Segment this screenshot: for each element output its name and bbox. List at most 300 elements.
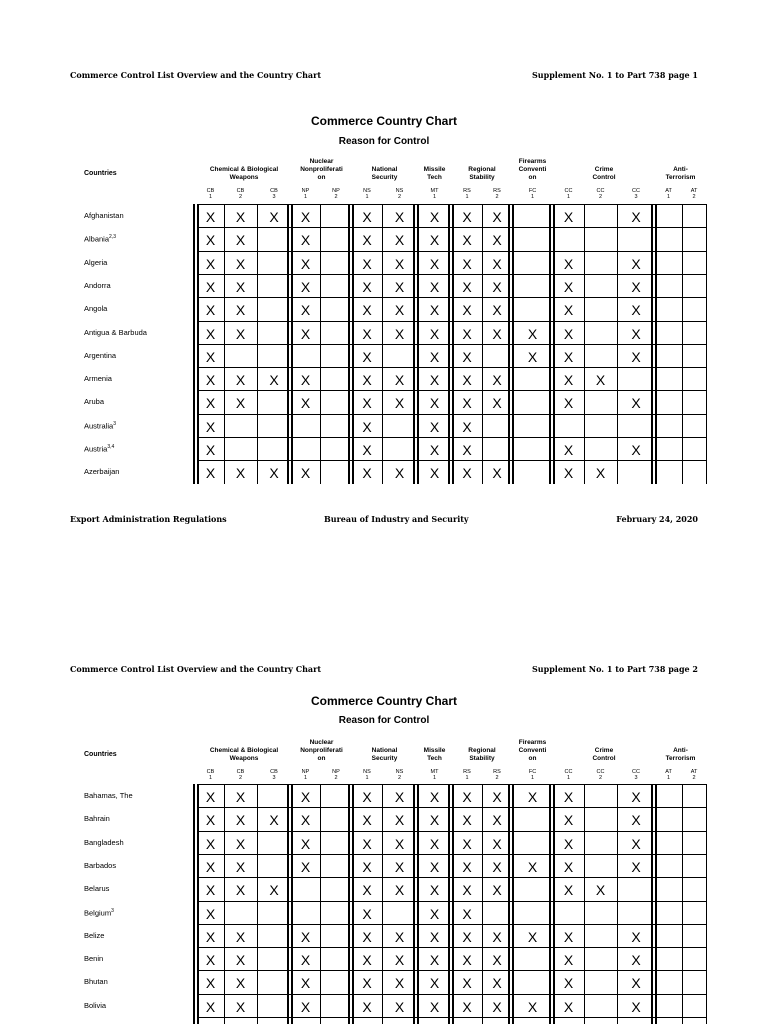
control-mark: X bbox=[394, 812, 405, 829]
grid-vertical-line bbox=[413, 784, 415, 1024]
control-mark: X bbox=[205, 952, 216, 969]
control-mark: X bbox=[563, 835, 574, 852]
column-code-number: 1 bbox=[432, 194, 437, 200]
control-mark: X bbox=[205, 928, 216, 945]
control-mark: X bbox=[563, 372, 574, 389]
country-name-text: Bangladesh bbox=[84, 837, 124, 847]
control-mark: X bbox=[462, 882, 472, 899]
control-mark: X bbox=[205, 395, 216, 412]
control-mark: X bbox=[235, 209, 246, 225]
column-code-number: 1 bbox=[566, 194, 571, 200]
grid-row-line bbox=[197, 947, 706, 948]
column-code-number: 2 bbox=[495, 194, 499, 200]
control-mark: X bbox=[300, 835, 311, 852]
control-mark: X bbox=[462, 858, 472, 875]
column-code bbox=[423, 769, 447, 781]
column-code bbox=[624, 188, 648, 200]
column-code bbox=[657, 769, 681, 781]
column-code bbox=[521, 188, 545, 200]
control-mark: X bbox=[462, 278, 472, 295]
control-mark: X bbox=[362, 418, 372, 435]
country-name bbox=[84, 351, 116, 360]
control-mark: X bbox=[429, 905, 440, 922]
country-footnote: 3,4 bbox=[107, 444, 115, 450]
grid-vertical-line bbox=[382, 784, 383, 1024]
control-mark: X bbox=[462, 442, 472, 458]
country-name bbox=[84, 281, 111, 290]
column-group-header-line: Firearms bbox=[518, 158, 547, 165]
column-code-abbr: NP bbox=[301, 769, 310, 775]
country-name bbox=[84, 1001, 106, 1010]
control-mark: X bbox=[205, 255, 216, 272]
control-mark: X bbox=[205, 835, 216, 852]
chart-subtitle: Reason for Control bbox=[338, 136, 430, 147]
column-group-header-line: Missile bbox=[423, 747, 446, 754]
grid-vertical-line bbox=[287, 784, 289, 1024]
control-mark: X bbox=[362, 372, 372, 389]
control-mark: X bbox=[269, 882, 279, 899]
control-mark: X bbox=[595, 882, 606, 899]
control-mark: X bbox=[205, 975, 216, 992]
grid-vertical-line bbox=[651, 784, 653, 1024]
grid-row-line bbox=[197, 831, 706, 832]
control-mark: X bbox=[394, 928, 405, 945]
control-mark: X bbox=[492, 928, 502, 945]
control-mark: X bbox=[462, 789, 472, 805]
countries-label: Countries bbox=[84, 170, 117, 177]
control-mark: X bbox=[394, 232, 405, 249]
grid-row-line bbox=[197, 994, 706, 995]
grid-row-line bbox=[197, 437, 706, 438]
control-mark: X bbox=[563, 789, 574, 805]
control-mark: X bbox=[235, 835, 246, 852]
control-mark: X bbox=[631, 858, 641, 875]
control-mark: X bbox=[462, 905, 472, 922]
country-name-text: Angola bbox=[84, 304, 108, 314]
control-mark: X bbox=[527, 858, 538, 875]
column-group-header-line: on bbox=[317, 174, 326, 181]
chart-title: Commerce Country Chart bbox=[310, 694, 458, 708]
control-mark: X bbox=[300, 928, 311, 945]
control-mark: X bbox=[362, 465, 372, 482]
column-group-header-line: Control bbox=[592, 755, 616, 762]
control-mark: X bbox=[462, 418, 472, 435]
column-code bbox=[455, 769, 479, 781]
column-code-abbr: FC bbox=[528, 188, 537, 194]
column-code-number: 1 bbox=[530, 775, 535, 781]
column-group-header-line: Stability bbox=[469, 174, 495, 181]
control-mark: X bbox=[235, 372, 246, 389]
column-group-header-line: Terrorism bbox=[665, 174, 696, 181]
column-code-abbr: AT bbox=[665, 188, 672, 194]
column-group-header-line: on bbox=[528, 755, 537, 762]
column-code bbox=[229, 769, 253, 781]
control-mark: X bbox=[205, 789, 216, 805]
control-mark: X bbox=[429, 348, 440, 365]
column-code bbox=[485, 769, 509, 781]
control-mark: X bbox=[205, 209, 216, 225]
control-mark: X bbox=[362, 209, 372, 225]
column-group-header-line: Tech bbox=[427, 755, 442, 762]
grid-vertical-line bbox=[348, 784, 350, 1024]
control-mark: X bbox=[300, 975, 311, 992]
control-mark: X bbox=[362, 835, 372, 852]
column-code bbox=[294, 188, 318, 200]
control-mark: X bbox=[527, 928, 538, 945]
country-name-text: Benin bbox=[84, 954, 104, 964]
column-code-abbr: CC bbox=[596, 188, 605, 194]
column-code-abbr: RS bbox=[463, 188, 471, 194]
grid-vertical-line bbox=[512, 784, 514, 1024]
control-mark: X bbox=[300, 325, 311, 342]
control-mark: X bbox=[394, 395, 405, 412]
grid-vertical-line bbox=[706, 204, 707, 484]
grid-top-line bbox=[197, 204, 706, 205]
control-mark: X bbox=[462, 928, 472, 945]
control-mark: X bbox=[429, 789, 440, 805]
column-code-number: 1 bbox=[465, 194, 469, 200]
control-mark: X bbox=[595, 465, 606, 482]
column-code-number: 1 bbox=[365, 194, 369, 200]
running-header-right: Supplement No. 1 to Part 738 page 1 bbox=[532, 70, 698, 80]
country-name bbox=[84, 814, 110, 823]
column-group-header-line: Nuclear bbox=[309, 158, 334, 165]
country-name-text: Bahamas, The bbox=[84, 791, 133, 800]
control-mark: X bbox=[362, 905, 372, 922]
control-mark: X bbox=[429, 395, 440, 412]
control-mark: X bbox=[300, 302, 311, 319]
column-code-abbr: CC bbox=[632, 188, 640, 194]
column-code bbox=[589, 769, 613, 781]
control-mark: X bbox=[235, 928, 246, 945]
control-mark: X bbox=[205, 325, 216, 342]
control-mark: X bbox=[492, 325, 502, 342]
grid-vertical-line bbox=[617, 784, 618, 1024]
control-mark: X bbox=[362, 395, 372, 412]
column-code-abbr: AT bbox=[690, 188, 698, 194]
control-mark: X bbox=[631, 975, 641, 992]
column-code-number: 1 bbox=[303, 775, 308, 781]
country-name bbox=[84, 328, 147, 337]
country-name bbox=[84, 931, 104, 940]
control-mark: X bbox=[362, 858, 372, 875]
control-mark: X bbox=[462, 395, 472, 412]
control-mark: X bbox=[631, 998, 641, 1015]
column-code-abbr: CB bbox=[206, 769, 215, 775]
control-mark: X bbox=[631, 789, 641, 805]
control-mark: X bbox=[235, 255, 246, 272]
control-mark: X bbox=[492, 858, 502, 875]
column-code-abbr: CB bbox=[236, 769, 245, 775]
control-mark: X bbox=[362, 442, 372, 458]
grid-vertical-line bbox=[452, 784, 454, 1024]
control-mark: X bbox=[235, 232, 246, 249]
column-code-abbr: RS bbox=[493, 769, 501, 775]
column-group-header-line: Weapons bbox=[229, 755, 259, 762]
grid-row-line bbox=[197, 414, 706, 415]
control-mark: X bbox=[394, 465, 405, 482]
control-mark: X bbox=[595, 372, 606, 389]
column-code-abbr: CC bbox=[564, 769, 573, 775]
column-code bbox=[199, 188, 223, 200]
column-code-number: 2 bbox=[238, 775, 243, 781]
control-mark: X bbox=[563, 928, 574, 945]
column-group-header-line: Security bbox=[371, 755, 398, 762]
column-code-number: 2 bbox=[397, 194, 402, 200]
control-mark: X bbox=[429, 302, 440, 319]
country-name-text: Bhutan bbox=[84, 977, 108, 987]
grid-row-line bbox=[197, 274, 706, 275]
control-mark: X bbox=[235, 812, 246, 829]
control-mark: X bbox=[563, 209, 574, 225]
control-mark: X bbox=[429, 209, 440, 225]
control-mark: X bbox=[205, 465, 216, 482]
column-code-number: 1 bbox=[666, 775, 671, 781]
control-mark: X bbox=[205, 302, 216, 319]
control-mark: X bbox=[300, 812, 311, 829]
country-name-text: Barbados bbox=[84, 860, 117, 870]
column-code-number: 3 bbox=[272, 194, 276, 200]
grid-vertical-line bbox=[553, 784, 555, 1024]
control-mark: X bbox=[205, 418, 216, 435]
control-mark: X bbox=[394, 858, 405, 875]
column-code bbox=[324, 769, 348, 781]
country-name-text: Argentina bbox=[84, 350, 117, 360]
grid-vertical-line bbox=[320, 784, 321, 1024]
chart-subtitle: Reason for Control bbox=[338, 715, 430, 726]
column-code-number: 1 bbox=[432, 775, 437, 781]
country-name-text: Austria bbox=[84, 444, 108, 454]
chart-title: Commerce Country Chart bbox=[310, 114, 458, 128]
grid-row-line bbox=[197, 344, 706, 345]
column-code-abbr: NS bbox=[395, 188, 404, 194]
control-mark: X bbox=[205, 882, 216, 899]
control-mark: X bbox=[205, 232, 216, 249]
country-name-text: Azerbaijan bbox=[84, 467, 120, 477]
control-mark: X bbox=[429, 232, 440, 249]
country-name bbox=[84, 304, 107, 313]
column-group-header-line: on bbox=[528, 174, 537, 181]
grid-row-line bbox=[197, 807, 706, 808]
control-mark: X bbox=[527, 789, 538, 805]
control-mark: X bbox=[429, 465, 440, 482]
grid-vertical-line bbox=[682, 784, 683, 1024]
column-group-header-line: Firearms bbox=[518, 739, 547, 746]
grid-row-line bbox=[197, 227, 706, 228]
column-code-abbr: RS bbox=[493, 188, 501, 194]
control-mark: X bbox=[235, 952, 246, 969]
column-code-abbr: CC bbox=[564, 188, 573, 194]
control-mark: X bbox=[563, 882, 574, 899]
column-code bbox=[521, 769, 545, 781]
grid-vertical-line bbox=[291, 784, 293, 1024]
running-header-left: Commerce Control List Overview and the Country Chart bbox=[70, 70, 322, 80]
control-mark: X bbox=[394, 882, 405, 899]
control-mark: X bbox=[462, 812, 472, 829]
column-code-number: 2 bbox=[692, 775, 696, 781]
column-code-abbr: AT bbox=[665, 769, 672, 775]
control-mark: X bbox=[429, 418, 440, 435]
country-name bbox=[84, 211, 124, 220]
control-mark: X bbox=[563, 812, 574, 829]
column-code-number: 2 bbox=[334, 775, 338, 781]
country-name-text: Bolivia bbox=[84, 1000, 107, 1010]
control-mark: X bbox=[462, 255, 472, 272]
column-code bbox=[355, 769, 379, 781]
column-code-number: 3 bbox=[272, 775, 276, 781]
control-mark: X bbox=[269, 465, 279, 482]
country-name-text: Albania bbox=[84, 234, 110, 244]
control-mark: X bbox=[492, 465, 502, 482]
control-mark: X bbox=[362, 302, 372, 319]
grid-vertical-line bbox=[257, 784, 258, 1024]
column-group-header-line: National bbox=[371, 166, 398, 173]
column-code-number: 1 bbox=[208, 194, 213, 200]
control-mark: X bbox=[300, 858, 311, 875]
column-group-header-line: Chemical & Biological bbox=[209, 166, 279, 173]
page-2 bbox=[0, 580, 768, 1024]
column-group-header-line: Terrorism bbox=[665, 755, 696, 762]
control-mark: X bbox=[362, 789, 372, 805]
column-group-header-line: Conventi bbox=[518, 166, 547, 173]
column-group-header-line: National bbox=[371, 747, 398, 754]
control-mark: X bbox=[235, 465, 246, 482]
grid-row-line bbox=[197, 924, 706, 925]
control-mark: X bbox=[429, 858, 440, 875]
country-name-text: Armenia bbox=[84, 374, 112, 384]
control-mark: X bbox=[235, 998, 246, 1015]
control-mark: X bbox=[563, 278, 574, 295]
country-name bbox=[84, 444, 114, 454]
control-mark: X bbox=[394, 255, 405, 272]
column-group-header-line: Regional bbox=[468, 166, 496, 173]
column-code-abbr: CC bbox=[596, 769, 605, 775]
column-code bbox=[557, 188, 581, 200]
grid-vertical-line bbox=[508, 784, 510, 1024]
control-mark: X bbox=[492, 278, 502, 295]
column-code-abbr: CB bbox=[270, 769, 278, 775]
grid-row-line bbox=[197, 251, 706, 252]
control-mark: X bbox=[362, 882, 372, 899]
column-group-header-line: Anti- bbox=[673, 747, 688, 754]
grid-row-line bbox=[197, 321, 706, 322]
grid-vertical-line bbox=[584, 784, 585, 1024]
country-name bbox=[84, 861, 116, 870]
grid-vertical-line bbox=[706, 784, 707, 1024]
grid-row-line bbox=[197, 390, 706, 391]
column-group-header-line: Chemical & Biological bbox=[209, 747, 279, 754]
control-mark: X bbox=[492, 789, 502, 805]
control-mark: X bbox=[462, 835, 472, 852]
control-mark: X bbox=[631, 442, 641, 458]
control-mark: X bbox=[462, 209, 472, 225]
control-mark: X bbox=[492, 209, 502, 225]
control-mark: X bbox=[563, 858, 574, 875]
control-mark: X bbox=[563, 348, 574, 365]
column-code bbox=[455, 188, 479, 200]
control-mark: X bbox=[394, 975, 405, 992]
column-code-number: 1 bbox=[530, 194, 535, 200]
control-mark: X bbox=[394, 325, 405, 342]
control-mark: X bbox=[492, 998, 502, 1015]
control-mark: X bbox=[300, 372, 311, 389]
column-group-header-line: Nuclear bbox=[309, 739, 334, 746]
column-code-number: 3 bbox=[634, 775, 638, 781]
control-mark: X bbox=[235, 975, 246, 992]
grid-vertical-line bbox=[193, 204, 195, 484]
column-group-header-line: Security bbox=[371, 174, 398, 181]
control-mark: X bbox=[429, 882, 440, 899]
control-mark: X bbox=[631, 952, 641, 969]
control-mark: X bbox=[235, 858, 246, 875]
control-mark: X bbox=[205, 372, 216, 389]
column-code-number: 2 bbox=[598, 775, 603, 781]
control-mark: X bbox=[362, 975, 372, 992]
column-code-number: 1 bbox=[303, 194, 308, 200]
control-mark: X bbox=[631, 395, 641, 412]
column-code bbox=[229, 188, 253, 200]
control-mark: X bbox=[631, 325, 641, 342]
country-name-text: Bahrain bbox=[84, 814, 110, 824]
column-group-header-line: Conventi bbox=[518, 747, 547, 754]
column-code-number: 2 bbox=[598, 194, 603, 200]
grid-row-line bbox=[197, 367, 706, 368]
control-mark: X bbox=[462, 952, 472, 969]
control-mark: X bbox=[492, 835, 502, 852]
column-code-abbr: NP bbox=[332, 188, 340, 194]
column-code-abbr: MT bbox=[430, 769, 439, 775]
grid-row-line bbox=[197, 1017, 706, 1018]
grid-vertical-line bbox=[549, 784, 551, 1024]
column-group-header-line: Regional bbox=[468, 747, 496, 754]
column-code-number: 2 bbox=[692, 194, 696, 200]
control-mark: X bbox=[429, 975, 440, 992]
column-code bbox=[324, 188, 348, 200]
control-mark: X bbox=[362, 348, 372, 365]
country-name-text: Afghanistan bbox=[84, 211, 124, 220]
column-group-header-line: Missile bbox=[423, 166, 446, 173]
control-mark: X bbox=[205, 278, 216, 295]
country-name bbox=[84, 908, 114, 918]
column-code-abbr: NS bbox=[363, 188, 371, 194]
column-code-number: 1 bbox=[365, 775, 369, 781]
control-mark: X bbox=[527, 998, 538, 1015]
control-mark: X bbox=[563, 998, 574, 1015]
country-name bbox=[84, 467, 119, 476]
column-code bbox=[355, 188, 379, 200]
control-mark: X bbox=[631, 928, 641, 945]
column-code-number: 1 bbox=[208, 775, 213, 781]
control-mark: X bbox=[563, 302, 574, 319]
control-mark: X bbox=[631, 302, 641, 319]
control-mark: X bbox=[235, 302, 246, 319]
column-code-number: 1 bbox=[666, 194, 671, 200]
grid-vertical-line bbox=[448, 784, 450, 1024]
control-mark: X bbox=[563, 465, 574, 482]
control-mark: X bbox=[205, 998, 216, 1015]
control-mark: X bbox=[362, 232, 372, 249]
column-code-abbr: FC bbox=[528, 769, 537, 775]
column-code bbox=[388, 769, 412, 781]
control-mark: X bbox=[235, 395, 246, 412]
control-mark: X bbox=[462, 348, 472, 365]
column-code bbox=[682, 188, 706, 200]
column-code-abbr: NP bbox=[301, 188, 310, 194]
control-mark: X bbox=[631, 278, 641, 295]
control-mark: X bbox=[492, 255, 502, 272]
control-mark: X bbox=[429, 952, 440, 969]
control-mark: X bbox=[462, 232, 472, 249]
